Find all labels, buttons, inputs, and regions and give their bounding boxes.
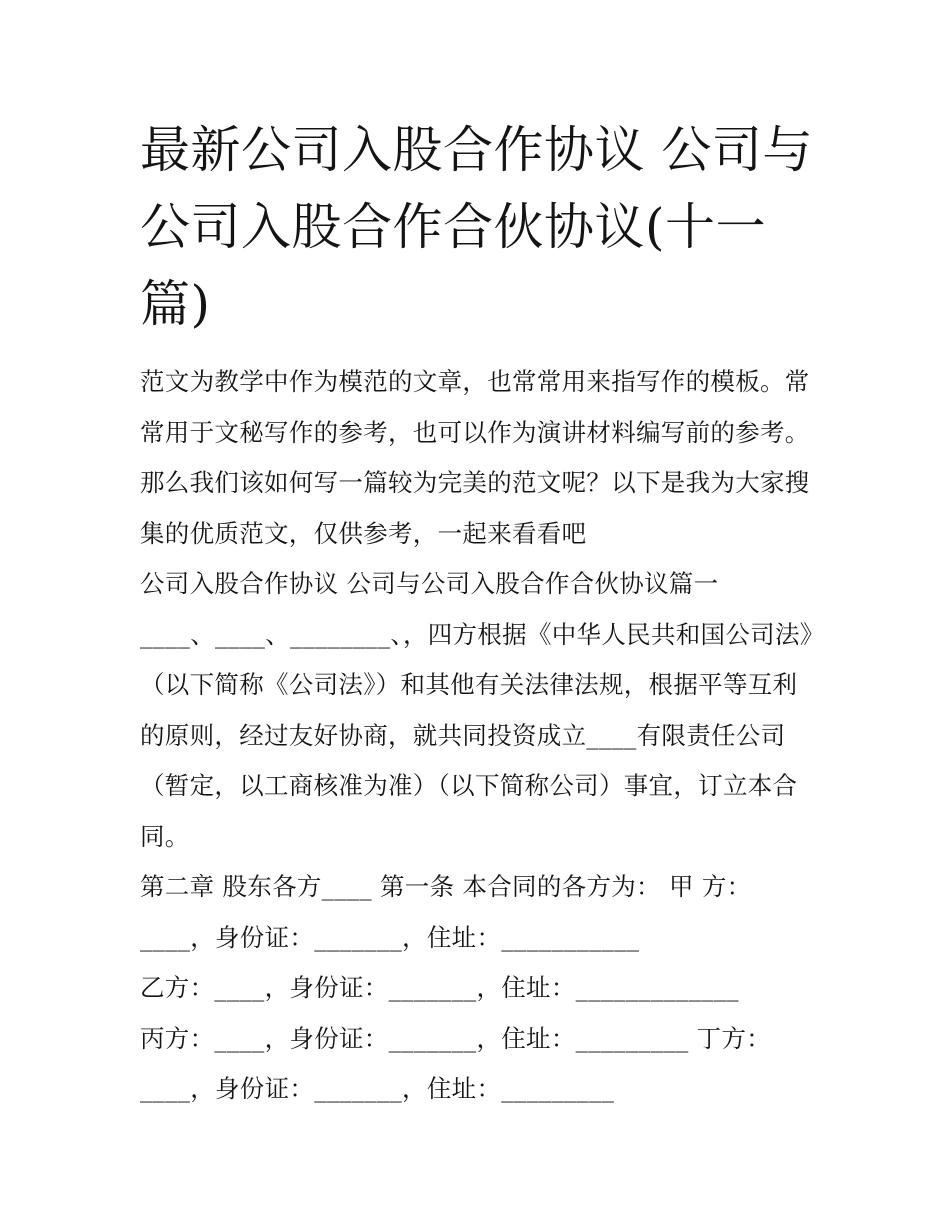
intro-paragraph: 范文为教学中作为模范的文章，也常常用来指写作的模板。常常用于文秘写作的参考，也可以作为演讲材料编写前的参考。那么我们该如何写一篇较为完美的范文呢？以下是我为大家搜集的优质范文，仅供参考，一起来看看吧 [140,367,810,548]
party-c-d-paragraph: 丙方：____，身份证：_______，住址：_________ 丁方：____，身份证：_______，住址：_________ [140,1023,772,1103]
document-title: 最新公司入股合作协议 公司与公司入股合作合伙协议(十一篇) [140,121,813,333]
party-a-paragraph: 第二章 股东各方____ 第一条 本合同的各方为： 甲 方：____，身份证：_______，住址：___________ [140,872,752,952]
section-heading: 公司入股合作协议 公司与公司入股合作合伙协议篇一 [140,569,719,598]
party-b-paragraph: 乙方：____，身份证：_______，住址：_____________ [140,973,739,1002]
document-body [140,112,820,1115]
preamble-paragraph: ____、____、________、，四方根据《中华人民共和国公司法》（以下简称《公司法》）和其他有关法律法规，根据平等互利的原则，经过友好协商，就共同投资成立____有限责任公司（暂定，以工商核准为准）（以下简称公司）事宜，订立本合同。 [140,619,813,851]
